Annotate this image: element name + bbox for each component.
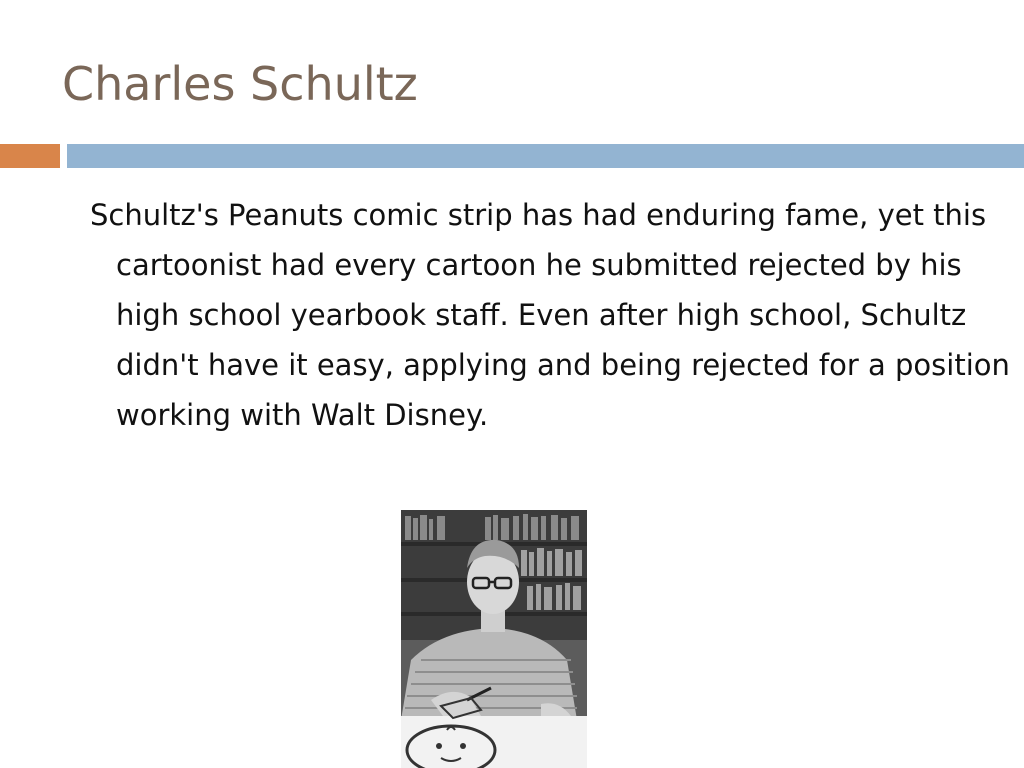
title-accent-bar-blue [67, 144, 1024, 168]
cartoonist-photo [401, 510, 587, 768]
slide-body-text: Schultz's Peanuts comic strip has had enduring fame, yet this cartoonist had every cartoon he submitted rejected by his high school yearbook staff. Even after high school, Schultz didn't have it easy, applying and being rejected for a position working with Walt Disney. [90, 198, 1010, 432]
title-accent-bar-orange [0, 144, 60, 168]
slide-title: Charles Schultz [62, 57, 418, 111]
